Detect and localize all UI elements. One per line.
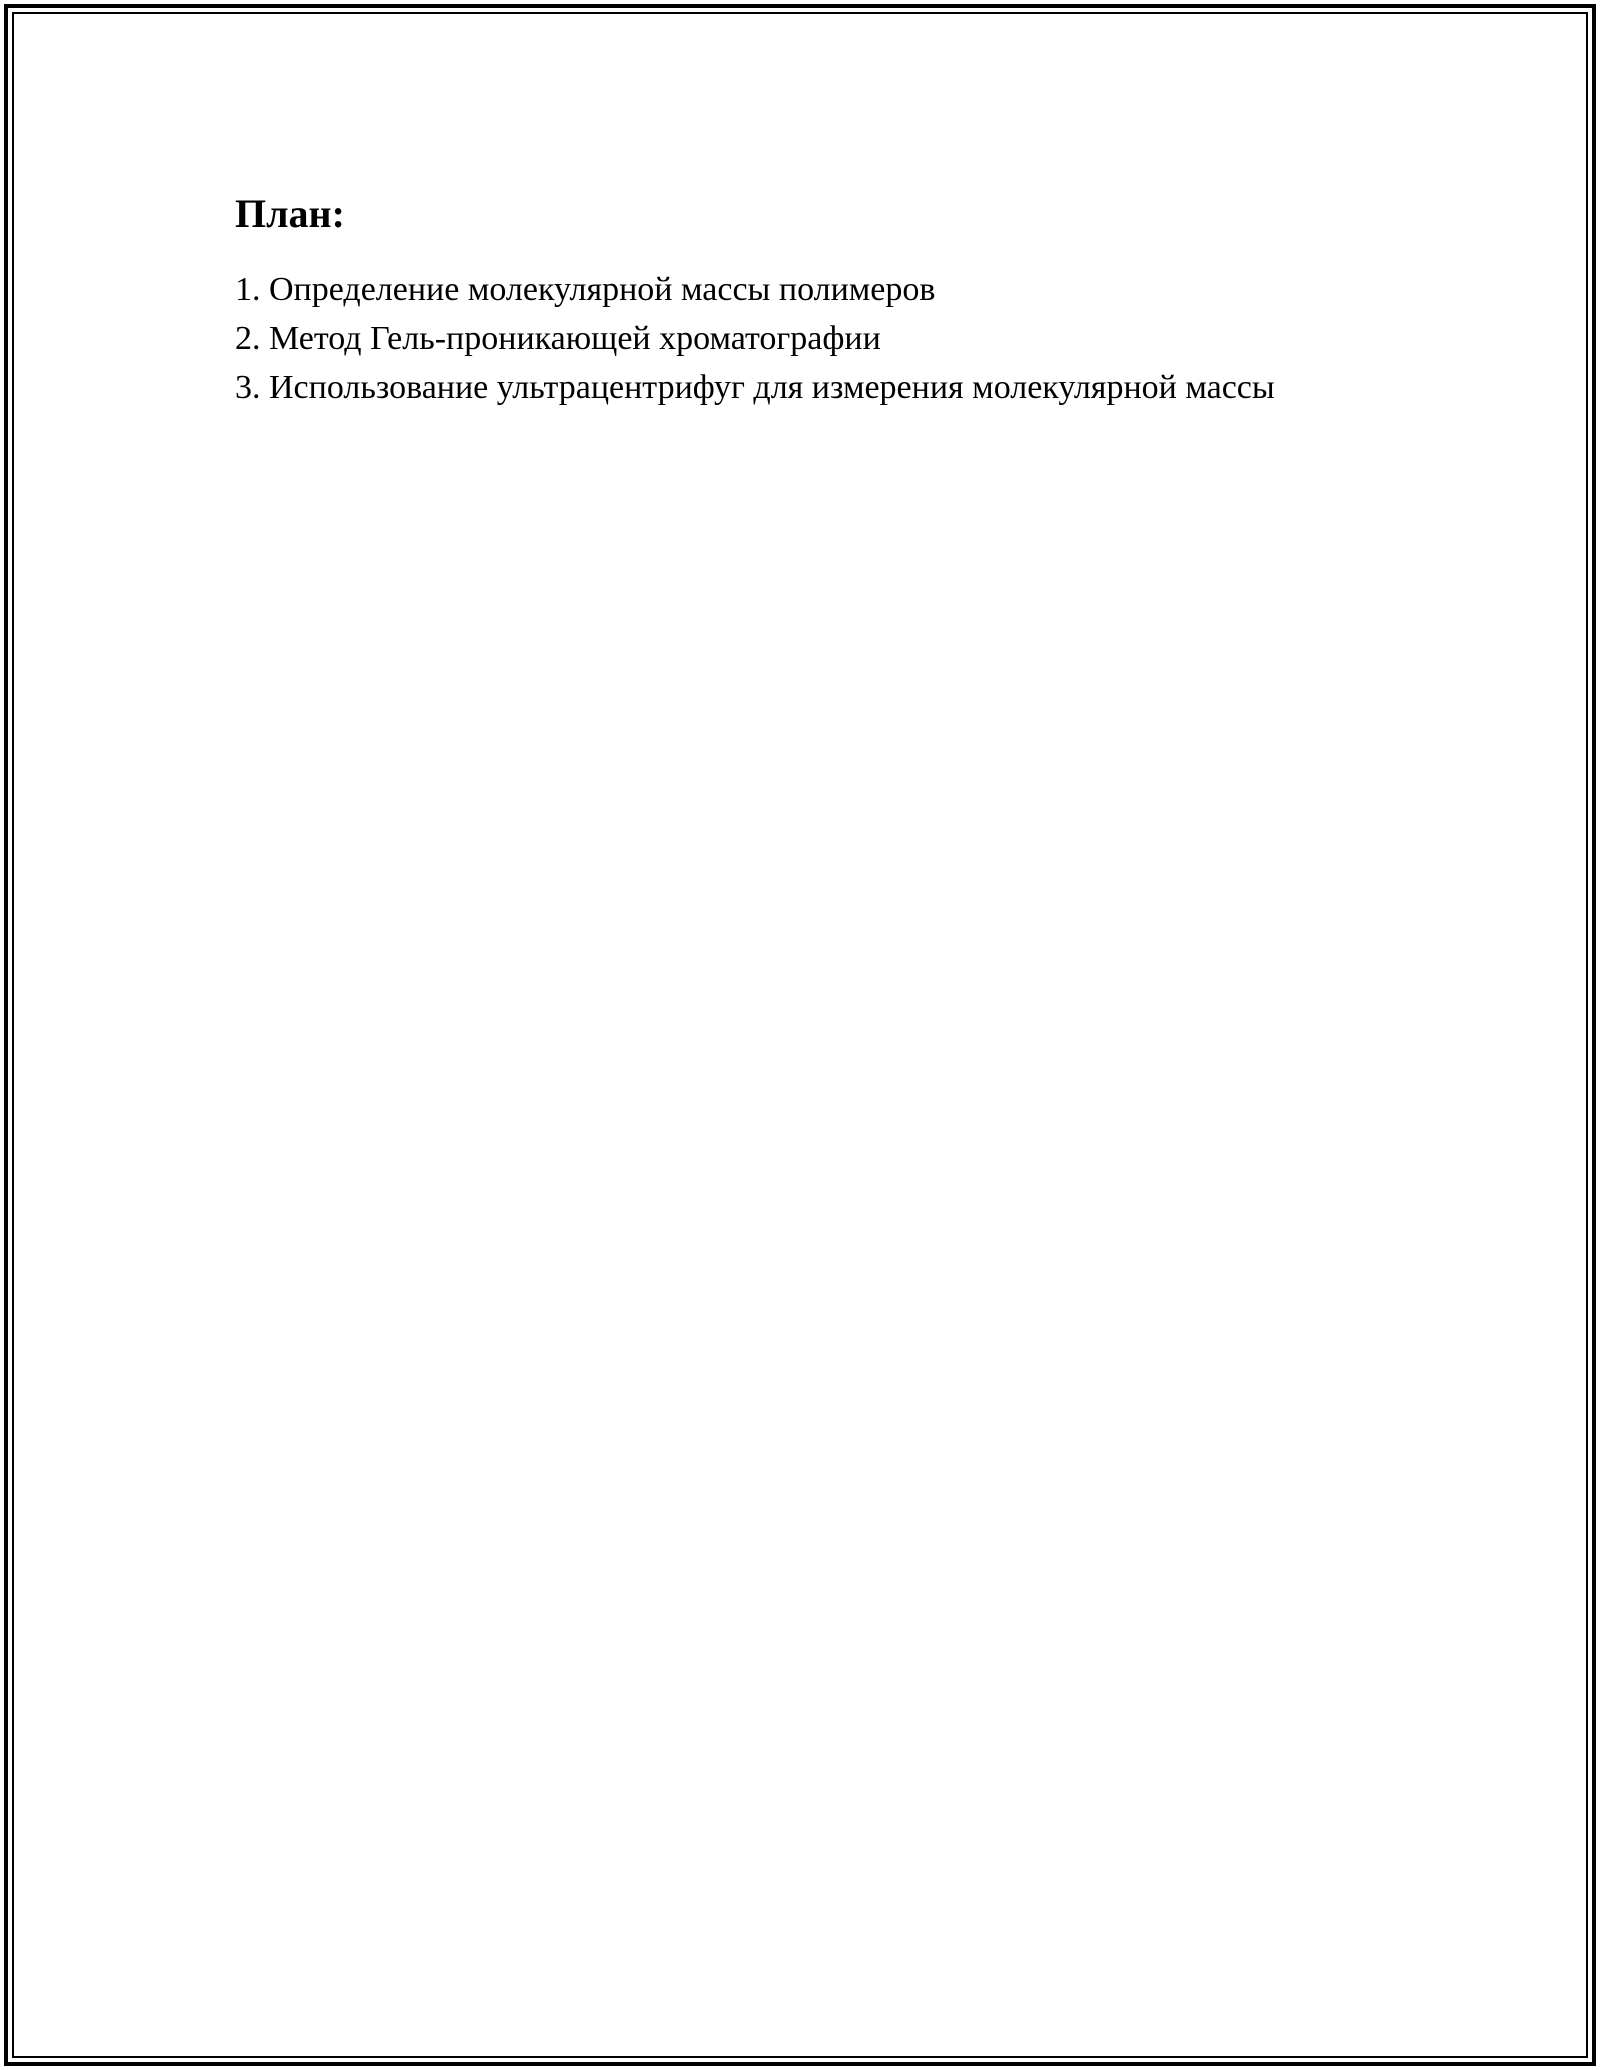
plan-list xyxy=(235,265,1435,412)
document-page xyxy=(235,185,1435,412)
plan-item-1: 1. Определение молекулярной массы полимеров xyxy=(235,271,936,308)
plan-item-3: 3. Использование ультрацентрифуг для измерения молекулярной массы xyxy=(235,369,1275,406)
plan-heading: План: xyxy=(235,191,345,236)
plan-item-2: 2. Метод Гель-проникающей хроматографии xyxy=(235,320,881,357)
